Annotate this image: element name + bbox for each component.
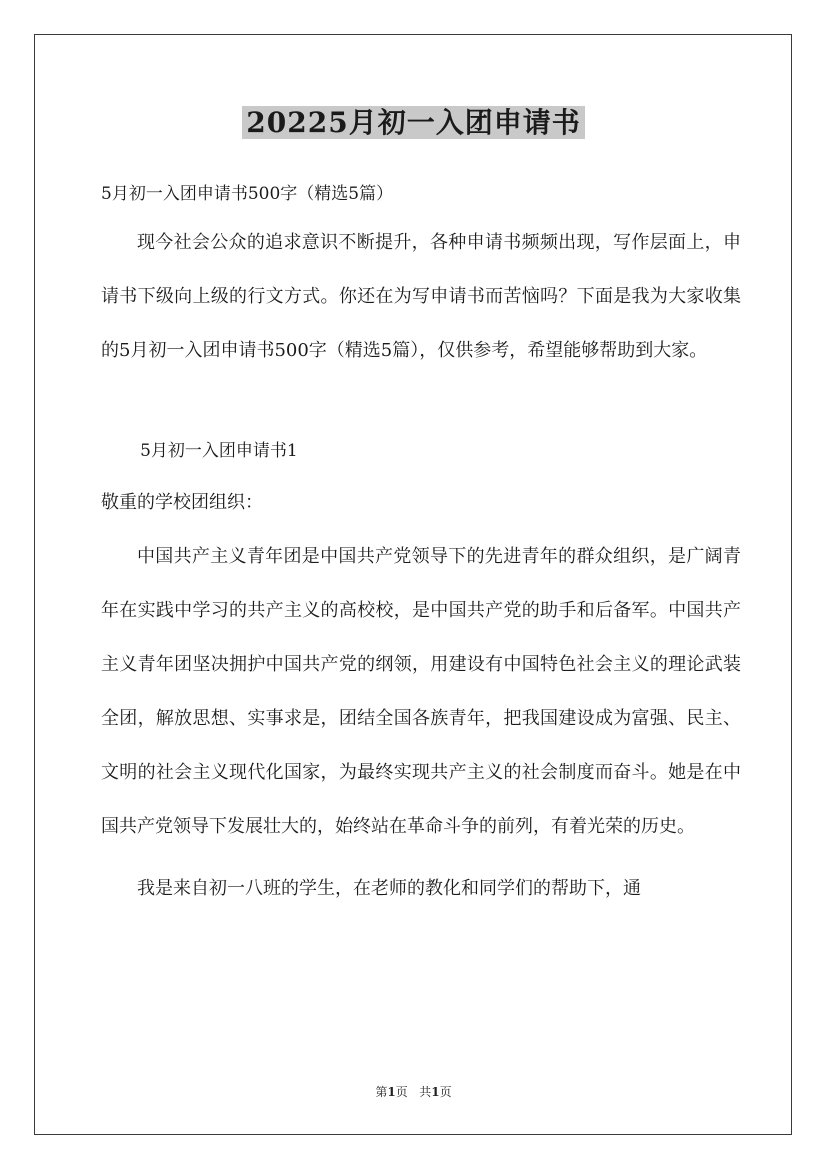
page-footer [0,1084,827,1100]
intro-paragraph: 现今社会公众的追求意识不断提升，各种申请书频频出现，写作层面上，申请书下级向上级的行文方式。你还在为写申请书而苦恼吗？下面是我为大家收集的5月初一入团申请书500字（精选5篇），仅供参考，希望能够帮助到大家。 [101,232,741,361]
footer-prefix: 第 [375,1085,388,1099]
section-spacer [101,378,741,426]
section-heading: 5月初一入团申请书1 [140,441,298,461]
footer-suffix: 页 [439,1085,452,1099]
document-body [101,178,741,916]
body-paragraph-2: 我是来自初一八班的学生，在老师的教化和同学们的帮助下，通 [137,878,641,899]
footer-current-page: 1 [387,1085,396,1099]
footer-mid: 页 共 [395,1085,432,1099]
body-paragraph-1: 中国共产主义青年团是中国共产党领导下的先进青年的群众组织，是广阔青年在实践中学习的共产主义的高校校，是中国共产党的助手和后备军。中国共产主义青年团坚决拥护中国共产党的纲领，用建设有中国特色社会主义的理论武装全团，解放思想、实事求是，团结全国各族青年，把我国建设成为富强、民主、文明的社会主义现代化国家，为最终实现共产主义的社会制度而奋斗。她是在中国共产党领导下发展壮大的，始终站在革命斗争的前列，有着光荣的历史。 [101,546,741,837]
document-subtitle: 5月初一入团申请书500字（精选5篇） [101,184,394,204]
salutation: 敬重的学校团组织： [101,492,263,513]
footer-total-pages: 1 [431,1085,440,1099]
document-title-text: 20225月初一入团申请书 [242,106,584,139]
document-title [0,100,827,146]
